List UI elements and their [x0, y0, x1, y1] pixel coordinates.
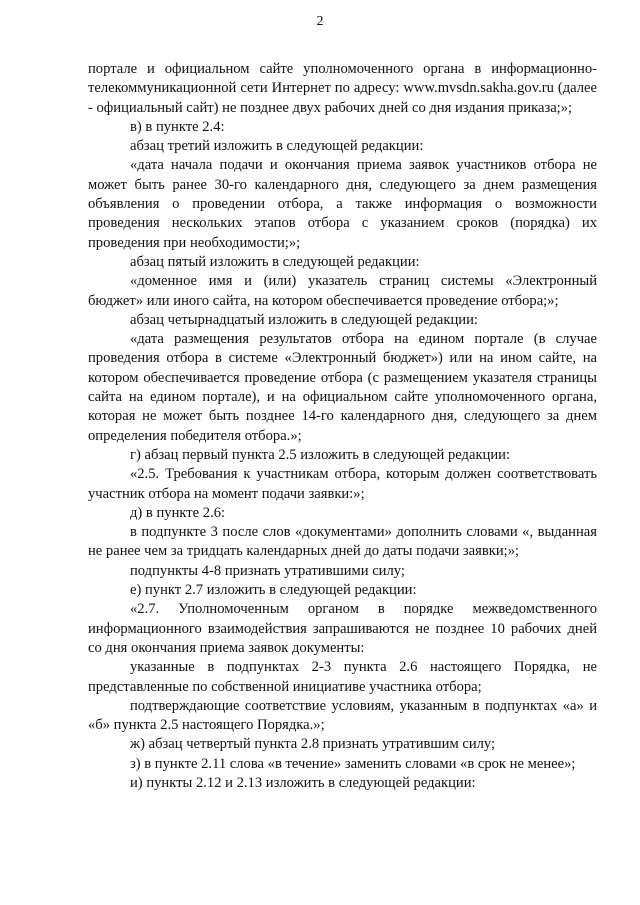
- paragraph: подтверждающие соответствие условиям, указанным в подпунктах «а» и «б» пункта 2.5 настоящего Порядка.»;: [88, 697, 597, 734]
- paragraph: портале и официальном сайте уполномоченного органа в информационно-телекоммуникационной сети Интернет по адресу: www.mvsdn.sakha.gov.ru (далее - официальный сайт) не позднее двух рабочих дней со дня издания приказа;»;: [88, 61, 597, 116]
- paragraph: указанные в подпунктах 2-3 пункта 2.6 настоящего Порядка, не представленные по собственной инициативе участника отбора;: [88, 659, 597, 695]
- paragraph: и) пункты 2.12 и 2.13 изложить в следующей редакции:: [130, 774, 476, 791]
- document-body: [88, 60, 597, 793]
- paragraph: з) в пункте 2.11 слова «в течение» заменить словами «в срок не менее»;: [130, 755, 576, 772]
- paragraph: абзац третий изложить в следующей редакции:: [130, 138, 424, 155]
- paragraph: «дата начала подачи и окончания приема заявок участников отбора не может быть ранее 30-го календарного дня, следующего за днем размещения объявления о проведении отбора, а также информация о возможности проведения нескольких этапов отбора с указанием сроков (порядка) их проведения при необходимости;»;: [88, 157, 597, 251]
- paragraph: ж) абзац четвертый пункта 2.8 признать утратившим силу;: [130, 736, 496, 753]
- paragraph: е) пункт 2.7 изложить в следующей редакции:: [130, 582, 417, 599]
- paragraph: «доменное имя и (или) указатель страниц системы «Электронный бюджет» или иного сайта, на котором обеспечивается проведение отбора;»;: [88, 273, 597, 309]
- page-number: 2: [316, 14, 324, 29]
- paragraph: подпункты 4-8 признать утратившими силу;: [130, 562, 405, 579]
- paragraph: в подпункте 3 после слов «документами» дополнить словами «, выданная не ранее чем за тридцать календарных дней до даты подачи заявки;»;: [88, 524, 597, 560]
- paragraph: абзац пятый изложить в следующей редакции:: [130, 253, 420, 270]
- paragraph: «2.7. Уполномоченным органом в порядке межведомственного информационного взаимодействия запрашиваются не позднее 10 рабочих дней со дня окончания приема заявок документы:: [88, 601, 597, 656]
- paragraph: «2.5. Требования к участникам отбора, которым должен соответствовать участник отбора на момент подачи заявки:»;: [88, 466, 597, 502]
- paragraph: «дата размещения результатов отбора на едином портале (в случае проведения отбора в системе «Электронный бюджет») или на ином сайте, на котором обеспечивается проведение отбора (с размещением указателя страницы сайта на едином портале), и на официальном сайте уполномоченного органа, которая не может быть позднее 14-го календарного дня, следующего за днем определения победителя отбора.»;: [88, 331, 597, 444]
- paragraph: абзац четырнадцатый изложить в следующей редакции:: [130, 311, 478, 328]
- paragraph: в) в пункте 2.4:: [130, 118, 225, 135]
- paragraph: г) абзац первый пункта 2.5 изложить в следующей редакции:: [130, 446, 511, 463]
- paragraph: д) в пункте 2.6:: [130, 504, 226, 521]
